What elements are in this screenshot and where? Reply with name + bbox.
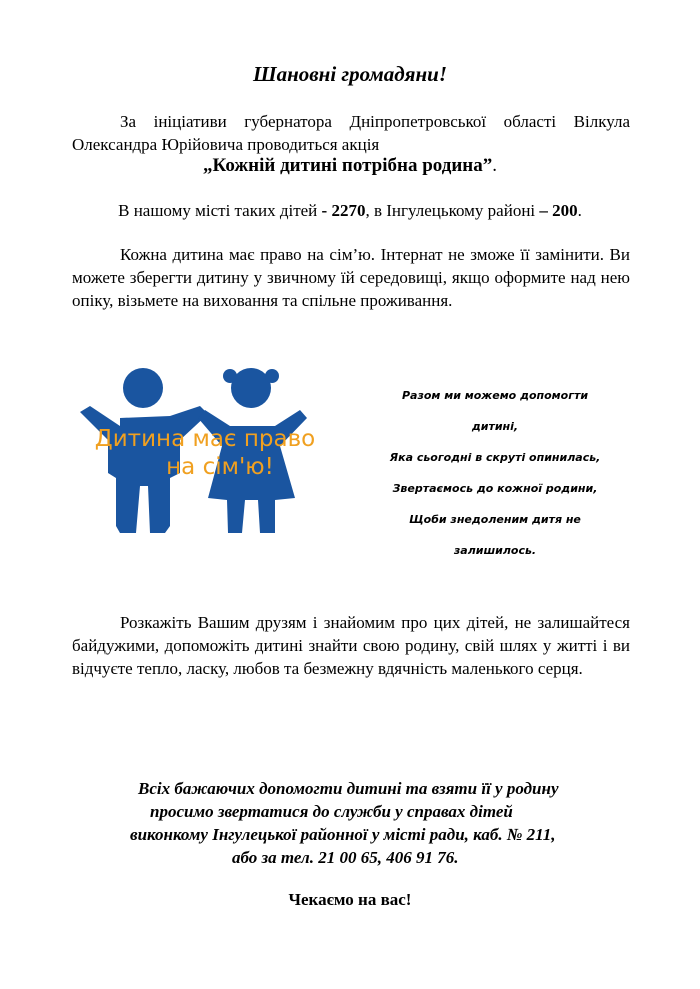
rights-paragraph: Кожна дитина має право на сім’ю. Інтернат не зможе її замінити. Ви можете зберегти дитину у звичному їй середовищі, якщо оформите над нею опіку, візьмете на виховання та спільне проживання. — [72, 245, 630, 310]
contact-line: Всіх бажаючих допомогти дитині та взяти її у родину — [138, 779, 559, 798]
campaign-period: . — [492, 155, 497, 176]
contact-line: або за тел. 21 00 65, 406 91 76. — [232, 848, 459, 867]
campaign-name — [0, 155, 700, 177]
children-logo — [70, 368, 340, 548]
page-title: Шановні громадяни! — [252, 62, 447, 86]
poem-line: Разом ми можемо допомогти — [401, 389, 589, 402]
stats-text-3: . — [577, 201, 582, 220]
contact-line: виконкому Інгулецької районної у місті ради, каб. № 211, — [130, 825, 556, 844]
appeal-paragraph: Розкажіть Вашим друзям і знайомим про цих дітей, не залишайтеся байдужими, допоможіть дитині знайти свою родину, свій шлях у житті і ви відчуєте тепло, ласку, любов та безмежну вдячність маленького серця. — [72, 613, 630, 678]
district-count: – 200 — [539, 201, 578, 220]
city-count: - 2270 — [321, 201, 366, 220]
contact-info — [110, 777, 630, 869]
poem-line: дитині, — [471, 420, 519, 433]
closing-text: Чекаємо на вас! — [288, 890, 412, 909]
poem-line: Яка сьогодні в скруті опинилась, — [389, 451, 601, 464]
logo-text-line2: на сім'ю! — [166, 454, 274, 480]
campaign-title: „Кожній дитині потрібна родина” — [203, 155, 493, 176]
children-figures-icon — [70, 368, 340, 548]
stats-text-2: , в Інгулецькому районі — [365, 201, 540, 220]
contact-line: просимо звертатися до служби у справах дітей — [150, 802, 513, 821]
poem — [345, 380, 645, 566]
poem-line: Звертаємось до кожної родини, — [392, 482, 598, 495]
intro-paragraph: За ініціативи губернатора Дніпропетровської області Вілкула Олександра Юрійовича проводиться акція — [72, 112, 630, 154]
logo-text-line1: Дитина має право — [94, 426, 316, 452]
stats-text-1: В нашому місті таких дітей — [118, 201, 322, 220]
poem-line: залишилось. — [453, 544, 537, 557]
poem-line: Щоби знедоленим дитя не — [409, 513, 581, 526]
statistics-line — [0, 201, 700, 221]
